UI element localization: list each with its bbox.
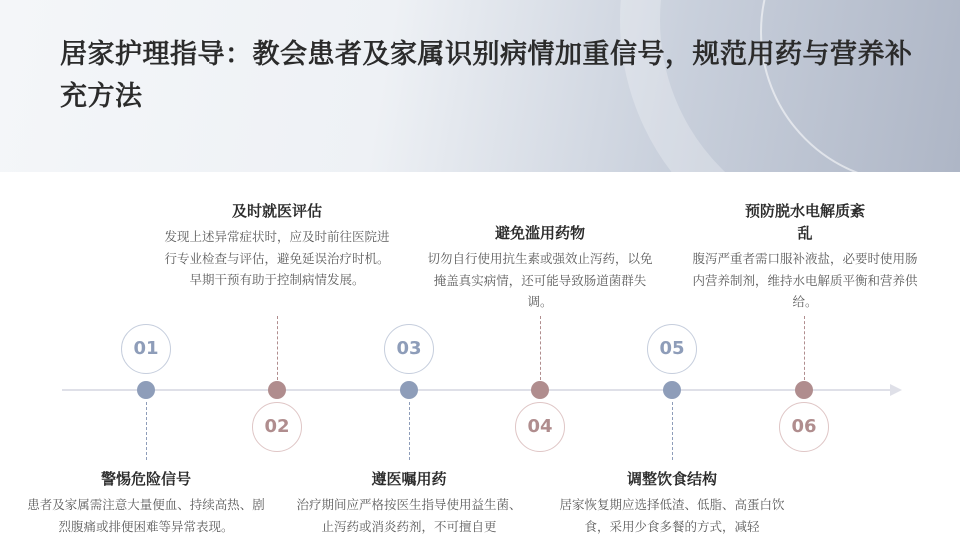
step-number-04: 04 bbox=[515, 402, 565, 452]
step-number-05: 05 bbox=[647, 324, 697, 374]
step-connector-03 bbox=[409, 402, 410, 460]
step-dot-06 bbox=[795, 381, 813, 399]
step-block-02 bbox=[162, 200, 392, 291]
step-text-02: 发现上述异常症状时，应及时前往医院进行专业检查与评估，避免延误治疗时机。早期干预有助于控制病情发展。 bbox=[164, 229, 390, 287]
step-text-06: 腹泻严重者需口服补液盐，必要时使用肠内营养制剂，维持水电解质平衡和营养供给。 bbox=[692, 251, 918, 309]
step-dot-04 bbox=[531, 381, 549, 399]
step-title-03: 遵医嘱用药 bbox=[371, 470, 447, 488]
step-number-03: 03 bbox=[384, 324, 434, 374]
slide-title: 居家护理指导：教会患者及家属识别病情加重信号，规范用药与营养补充方法 bbox=[60, 39, 913, 112]
step-block-05 bbox=[557, 468, 787, 537]
step-block-06 bbox=[690, 200, 920, 313]
step-number-01: 01 bbox=[121, 324, 171, 374]
step-title-04: 避免滥用药物 bbox=[494, 224, 585, 242]
step-dot-02 bbox=[268, 381, 286, 399]
step-block-03 bbox=[294, 468, 524, 537]
step-title-01: 警惕危险信号 bbox=[100, 470, 191, 488]
step-dot-01 bbox=[137, 381, 155, 399]
step-number-02: 02 bbox=[252, 402, 302, 452]
step-title-06: 预防脱水电解质紊乱 bbox=[744, 202, 865, 242]
step-block-01 bbox=[26, 468, 266, 537]
step-connector-05 bbox=[672, 402, 673, 460]
step-number-06: 06 bbox=[779, 402, 829, 452]
step-text-03: 治疗期间应严格按医生指导使用益生菌、止泻药或消炎药剂，不可擅自更 bbox=[296, 497, 522, 534]
step-connector-04 bbox=[540, 316, 541, 380]
timeline-axis bbox=[62, 389, 894, 391]
step-text-05: 居家恢复期应选择低渣、低脂、高蛋白饮食，采用少食多餐的方式，减轻 bbox=[559, 497, 785, 534]
step-block-04 bbox=[425, 222, 655, 313]
step-connector-06 bbox=[804, 316, 805, 380]
header-banner bbox=[0, 0, 960, 172]
step-connector-01 bbox=[146, 402, 147, 460]
step-text-01: 患者及家属需注意大量便血、持续高热、剧烈腹痛或排便困难等异常表现。 bbox=[27, 497, 265, 534]
timeline-arrow-icon bbox=[890, 384, 902, 396]
step-text-04: 切勿自行使用抗生素或强效止泻药，以免掩盖真实病情，还可能导致肠道菌群失调。 bbox=[427, 251, 653, 309]
step-title-02: 及时就医评估 bbox=[231, 202, 322, 220]
step-dot-03 bbox=[400, 381, 418, 399]
timeline-section bbox=[0, 172, 960, 540]
step-title-05: 调整饮食结构 bbox=[626, 470, 717, 488]
step-dot-05 bbox=[663, 381, 681, 399]
step-connector-02 bbox=[277, 316, 278, 380]
